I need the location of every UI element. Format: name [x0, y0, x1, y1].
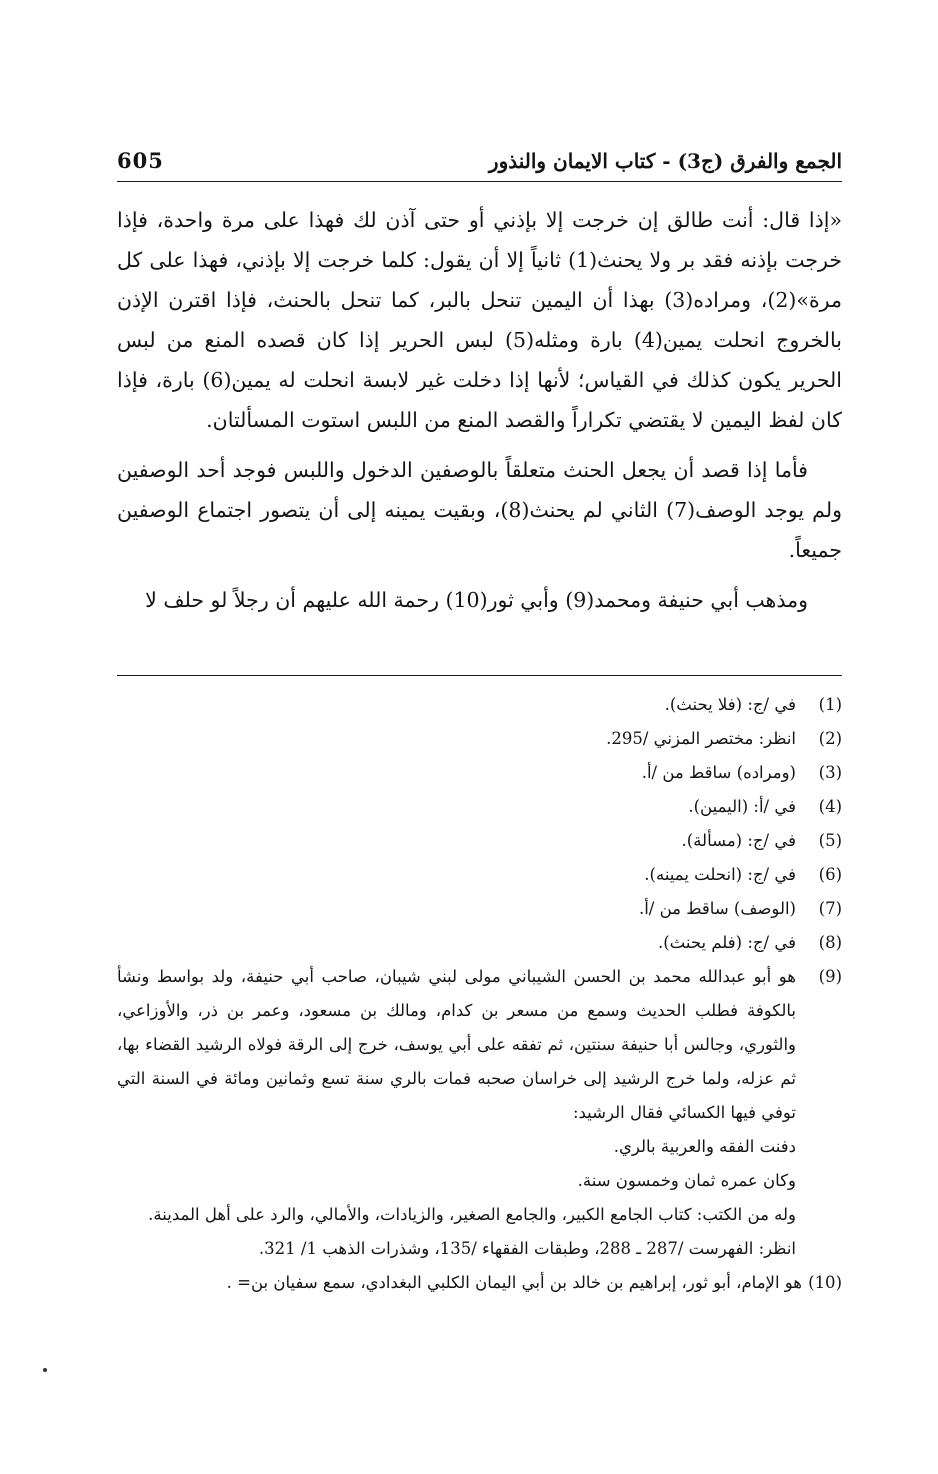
footnote-text: (الوصف) ساقط من /أ. [638, 899, 796, 918]
main-text [117, 200, 842, 630]
footnote [117, 858, 842, 892]
footnote [117, 892, 842, 926]
footnote-line: هو أبو عبدالله محمد بن الحسن الشيباني مولى لبني شيبان، صاحب أبي حنيفة، ولد بواسط ونشأ بالكوفة فطلب الحديث وسمع من مسعر بن كدام، ومالك بن مسعود، وعمر بن ذر، والأوزاعي، والثوري، وجالس أبا حنيفة سنتين، ثم تفقه على أبي يوسف، خرج إلى الرقة فولاه الرشيد القضاء بها، ثم عزله، ولما خرج الرشيد إلى خراسان صحبه فمات بالري سنة تسع وثمانين ومائة في السنة التي توفي فيها الكسائي فقال الرشيد: [117, 967, 796, 1122]
footnote-number: (9) [818, 967, 842, 986]
footnote [117, 1266, 842, 1300]
footnote-text: في /أ: (اليمين). [688, 797, 796, 816]
footnote-text: في /ج: (مسألة). [681, 831, 796, 850]
footnote [117, 790, 842, 824]
footnote [117, 824, 842, 858]
footnote-line: وله من الكتب: كتاب الجامع الكبير، والجامع الصغير، والزيادات، والأمالي، والرد على أهل المدينة. [148, 1205, 796, 1224]
paragraph: «إذا قال: أنت طالق إن خرجت إلا بإذني أو حتى آذن لك فهذا على مرة واحدة، فإذا خرجت بإذنه فقد بر ولا يحنث(1) ثانياً إلا أن يقول: كلما خرجت إلا بإذني، فهذا على كل مرة»(2)، ومراده(3) بهذا أن اليمين تنحل بالبر، كما تنحل بالحنث، فإذا اقترن الإذن بالخروج انحلت يمين(4) بارة ومثله(5) لبس الحرير إذا كان قصده المنع من لبس الحرير يكون كذلك في القياس؛ لأنها إذا دخلت غير لابسة انحلت له يمين(6) بارة، فإذا كان لفظ اليمين لا يقتضي تكراراً والقصد المنع من اللبس استوت المسألتان. [117, 208, 842, 432]
footnote [117, 960, 842, 1266]
footnote-text: هو الإمام، أبو ثور، إبراهيم بن خالد بن أبي اليمان الكلبي البغدادي، سمع سفيان بن= . [226, 1273, 802, 1292]
footnote-number: (8) [818, 933, 842, 952]
page-number: 605 [117, 148, 164, 173]
footnote-number: (1) [818, 695, 842, 714]
footnote-text: في /ج: (فلا يحنث). [664, 695, 796, 714]
footnote [117, 756, 842, 790]
footnote-number: (7) [818, 899, 842, 918]
footnotes [117, 688, 842, 1300]
footnote-number: (4) [818, 797, 842, 816]
footnote-line: وكان عمره ثمان وخمسون سنة. [577, 1171, 796, 1190]
footnote [117, 722, 842, 756]
paragraph: فأما إذا قصد أن يجعل الحنث متعلقاً بالوصفين الدخول واللبس فوجد أحد الوصفين ولم يوجد الوصف(7) الثاني لم يحنث(8)، وبقيت يمينه إلى أن يتصور اجتماع الوصفين جميعاً. [117, 458, 842, 562]
footnote [117, 688, 842, 722]
footnote-divider [117, 675, 842, 676]
footnote-number: (3) [818, 763, 842, 782]
footnote-text: انظر: مختصر المزني /295. [606, 729, 796, 748]
paragraph: ومذهب أبي حنيفة ومحمد(9) وأبي ثور(10) رحمة الله عليهم أن رجلاً لو حلف لا [145, 588, 808, 612]
footnote-number: (10) [808, 1273, 842, 1292]
footnote-text: في /ج: (فلم يحنث). [657, 933, 796, 952]
footnote-line: دفنت الفقه والعربية بالري. [613, 1137, 796, 1156]
footnote-text: (ومراده) ساقط من /أ. [641, 763, 796, 782]
running-title: الجمع والفرق (ج3) - كتاب الايمان والنذور [488, 149, 842, 173]
scan-speck [43, 1368, 47, 1372]
footnote-text: في /ج: (انحلت يمينه). [644, 865, 796, 884]
footnote [117, 926, 842, 960]
footnote-number: (5) [818, 831, 842, 850]
page-header [117, 140, 842, 182]
footnote-number: (2) [818, 729, 842, 748]
footnote-text-block [117, 960, 796, 1266]
footnote-line: انظر: الفهرست /287 ـ 288، وطبقات الفقهاء /135، وشذرات الذهب 1/ 321. [258, 1239, 796, 1258]
footnote-number: (6) [818, 865, 842, 884]
